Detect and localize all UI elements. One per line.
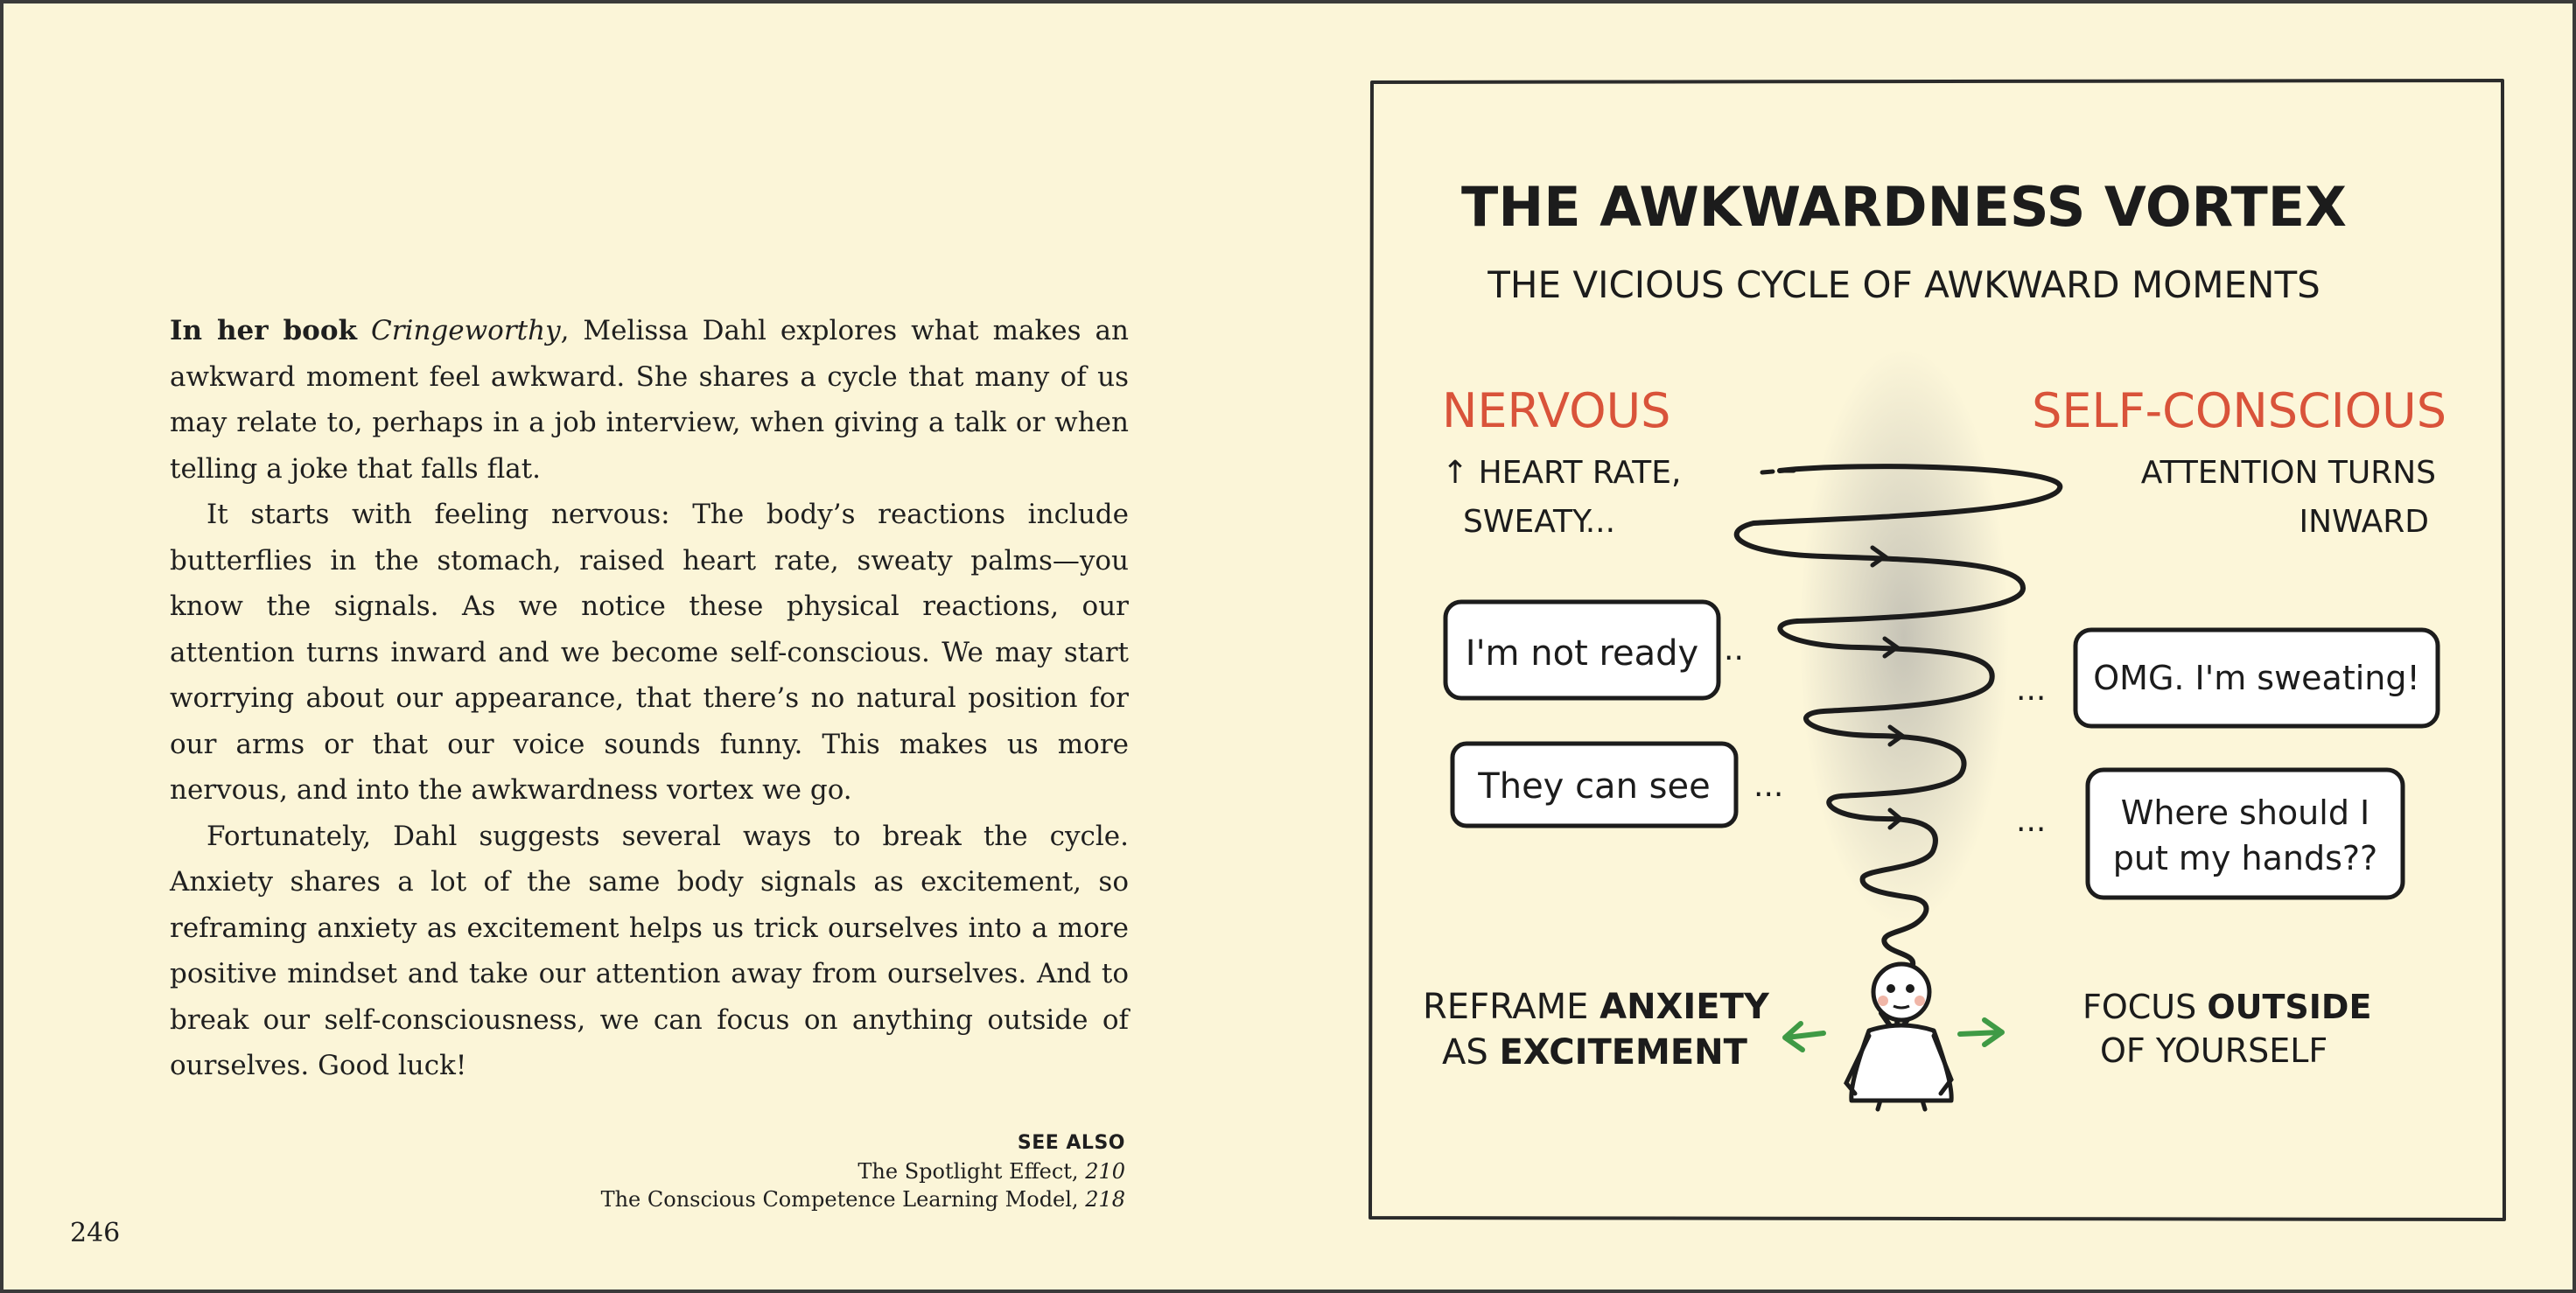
bubble-hands-text-2: put my hands?? [2112, 839, 2378, 877]
reframe-line-2: AS EXCITEMENT [1442, 1032, 1747, 1073]
illustration-subtitle: THE VICIOUS CYCLE OF AWKWARD MOMENTS [1488, 263, 2320, 306]
focus-line-1: FOCUS OUTSIDE [2082, 988, 2372, 1026]
bubble-dots: ... [2016, 803, 2047, 839]
book-title: Cringeworthy [371, 315, 561, 346]
see-also-item[interactable] [601, 1157, 1125, 1185]
focus-line-2: OF YOURSELF [2100, 1031, 2328, 1070]
page-number: 246 [70, 1218, 121, 1248]
self-conscious-note-2: INWARD [2299, 504, 2429, 540]
lead-in: In her book [170, 315, 358, 346]
bubble-dots: ... [2016, 672, 2047, 708]
vortex-illustration [1368, 77, 2506, 1223]
paragraph-2: It starts with feeling nervous: The body’s reactions include butterflies in the stomach, raised heart rate, sweaty palms—you know the signals. As we notice these physical reactions, our attention turns inward and we become self-conscious. We may start worrying about our appearance, that there’s no natural position for our arms or that our voice sounds funny. This makes us more nervous, and into the awkwardness vortex we go. [170, 499, 1129, 806]
bubble-sweating-text: OMG. I'm sweating! [2093, 659, 2420, 697]
see-also-title: The Conscious Competence Learning Model, [600, 1187, 1086, 1212]
see-also-heading: SEE ALSO [1017, 1132, 1125, 1154]
nervous-heading: NERVOUS [1442, 383, 1671, 438]
see-also-page: 218 [1085, 1187, 1125, 1212]
paragraph-1 [170, 308, 1129, 492]
vortex-shadow [1799, 348, 2009, 926]
nervous-note-1: ↑ HEART RATE, [1442, 455, 1682, 491]
see-also-page: 210 [1085, 1159, 1125, 1184]
self-conscious-note-1: ATTENTION TURNS [2140, 455, 2436, 491]
paragraph-3: Fortunately, Dahl suggests several ways to break the cycle. Anxiety shares a lot of the same body signals as excitement, so reframing anxiety as excitement helps us trick ourselves into a more positive mindset and take our attention away from ourselves. And to break our self-consciousness, we can focus on anything outside of ourselves. Good luck! [170, 820, 1129, 1081]
see-also [601, 1129, 1125, 1213]
bubble-hands-text-1: Where should I [2120, 793, 2370, 832]
see-also-item[interactable] [601, 1185, 1125, 1213]
self-conscious-heading: SELF-CONSCIOUS [2032, 383, 2446, 438]
bubble-not-ready-text: I'm not ready [1465, 633, 1699, 674]
book-spread [4, 3, 2572, 1290]
paragraph-1-body: , Melissa Dahl explores what makes an awkward moment feel awkward. She shares a cycle that many of us may relate to, perhaps in a job interview, when giving a talk or when telling a joke that falls flat. [170, 315, 1129, 485]
illustration-title: THE AWKWARDNESS VORTEX [1461, 175, 2347, 239]
reframe-line-1: REFRAME ANXIETY [1423, 987, 1769, 1027]
bubble-dots: ... [1754, 768, 1784, 804]
nervous-note-2: SWEATY... [1463, 504, 1616, 540]
see-also-title: The Spotlight Effect, [858, 1159, 1086, 1184]
bubble-they-can-see-text: They can see [1478, 766, 1711, 807]
bubble-hands [2088, 770, 2403, 898]
bubble-dots: .. [1724, 632, 1744, 667]
vortex-drawing [1368, 77, 2506, 1223]
body-text [170, 308, 1129, 1089]
